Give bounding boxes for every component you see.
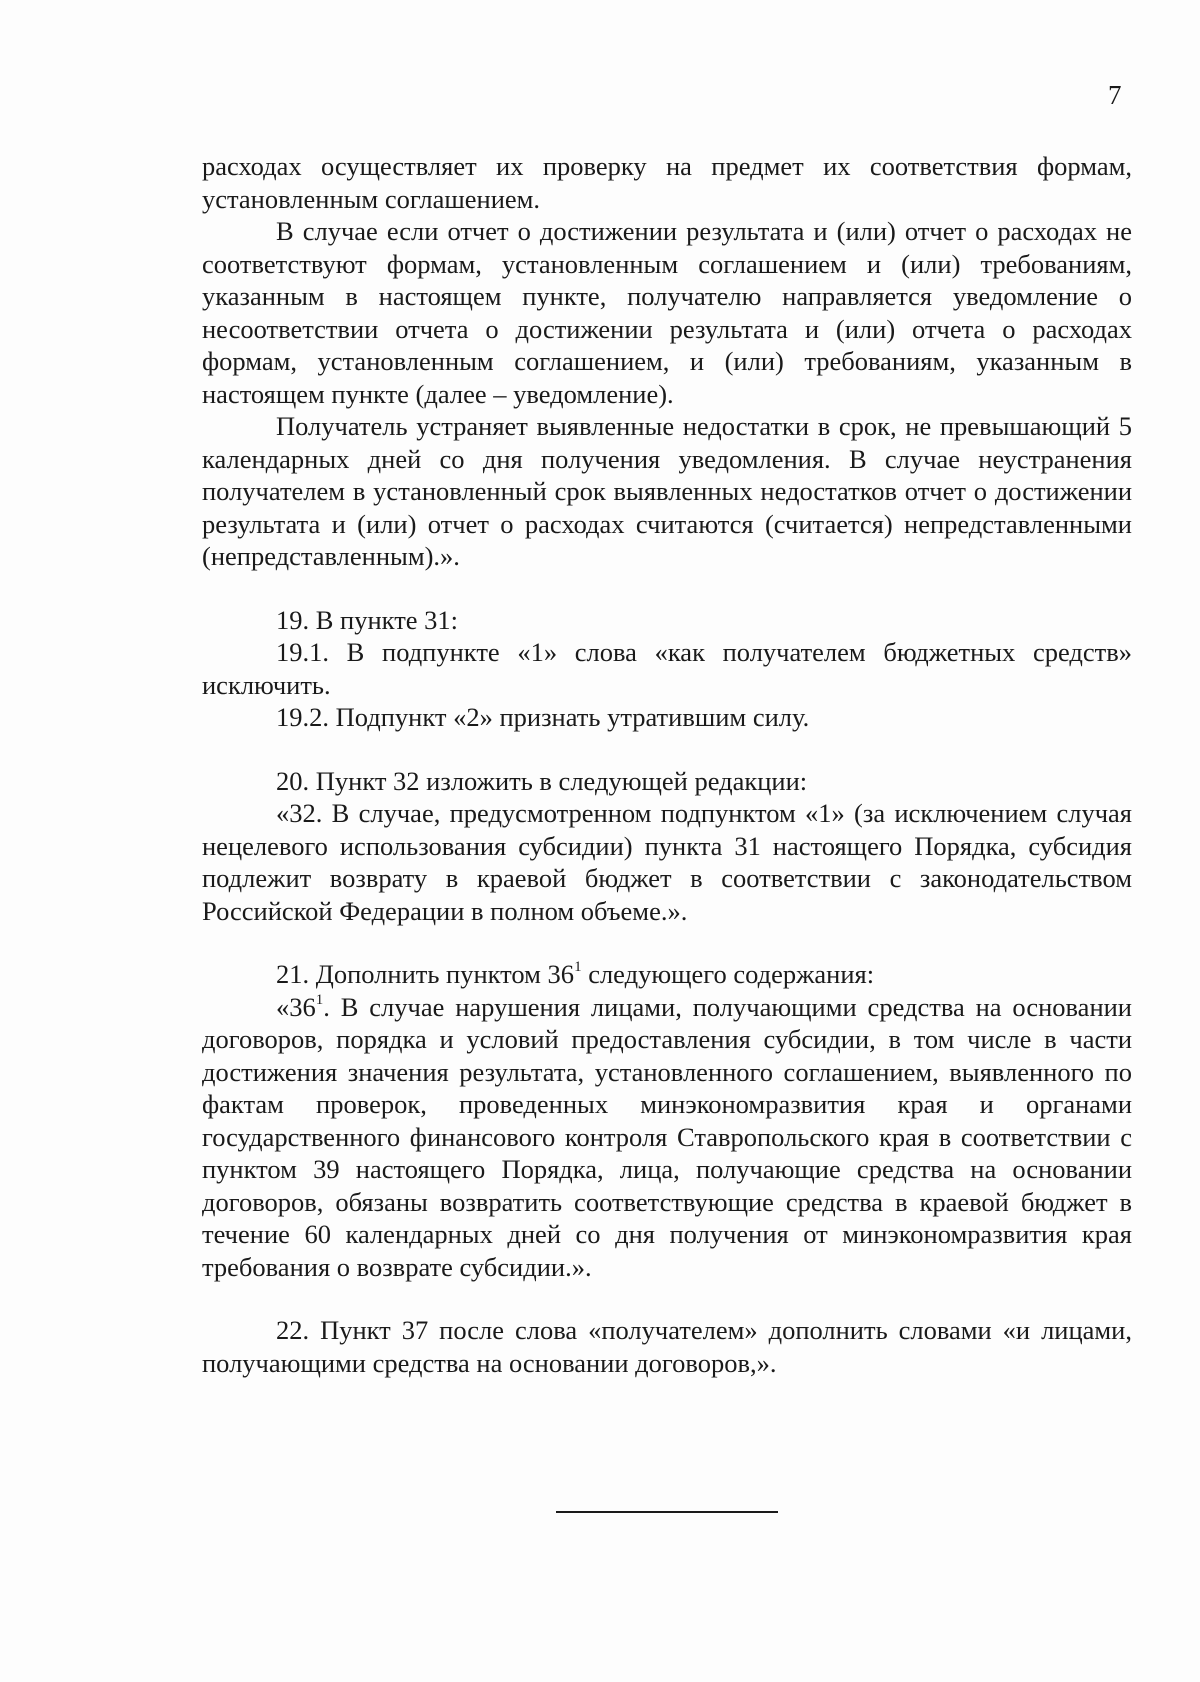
item-32-text: «32. В случае, предусмотренном подпунктом «1» (за исключением случая нецелевого использования субсидии) пункта 31 настоящего Порядка, субсидия подлежит возврату в краевой бюджет в соответствии с законодательством Российской Федерации в полном объеме.».: [202, 798, 1132, 926]
item-36-1-text: [202, 991, 1132, 1284]
item-21-text-start: 21. Дополнить пунктом 36: [276, 959, 575, 989]
item-21-text-end: следующего содержания:: [581, 959, 875, 989]
page-number: 7: [1108, 80, 1122, 110]
document-body: [202, 150, 1132, 1379]
paragraph-reports-check: расходах осуществляет их проверку на предмет их соответствия формам, установленным соглашением.: [202, 151, 1132, 214]
superscript-marker: 1: [574, 959, 582, 976]
paragraph-notification: В случае если отчет о достижении результата и (или) отчет о расходах не соответствуют формам, установленным соглашением и (или) требованиям, указанным в настоящем пункте, получателю направляется уведомление о несоответствии отчета о достижении результата и (или) отчета о расходах формам, установленным соглашением, и (или) требованиям, указанным в настоящем пункте (далее – уведомление).: [202, 216, 1132, 409]
item-36-1-number: «36: [276, 991, 316, 1022]
paragraph-gap: [202, 1283, 1132, 1314]
item-19-2: 19.2. Подпункт «2» признать утратившим силу.: [276, 702, 810, 732]
item-21-heading: [202, 958, 1132, 991]
paragraph-deficiency-correction: Получатель устраняет выявленные недостатки в срок, не превышающий 5 календарных дней со дня получения уведомления. В случае неустранения получателем в установленный срок выявленных недостатков отчет о достижении результата и (или) отчет о расходах считаются (считается) непредставленными (непредставленным).».: [202, 411, 1132, 571]
paragraph-gap: [202, 927, 1132, 958]
paragraph-gap: [202, 734, 1132, 765]
item-19-heading: 19. В пункте 31:: [276, 604, 459, 635]
item-22-text: 22. Пункт 37 после слова «получателем» дополнить словами «и лицами, получающими средства на основании договоров,».: [202, 1315, 1132, 1378]
superscript-marker: 1: [315, 991, 324, 1008]
item-19-1: 19.1. В подпункте «1» слова «как получателем бюджетных средств» исключить.: [202, 637, 1132, 700]
end-divider-line: [556, 1511, 778, 1513]
paragraph-gap: [202, 573, 1132, 604]
item-36-1-body: . В случае нарушения лицами, получающими средства на основании договоров, порядка и условий предоставления субсидии, в том числе в части достижения значения результата, установленного соглашением, выявленного по фактам проверок, проведенных минэкономразвития края и органами государственного финансового контроля Ставропольского края в соответствии с пунктом 39 настоящего Порядка, лица, получающие средства на основании договоров, обязаны возвратить соответствующие средства в краевой бюджет в течение 60 календарных дней со дня получения от минэкономразвития края требования о возврате субсидии.».: [202, 991, 1132, 1282]
item-20-heading: 20. Пункт 32 изложить в следующей редакции:: [276, 765, 808, 796]
